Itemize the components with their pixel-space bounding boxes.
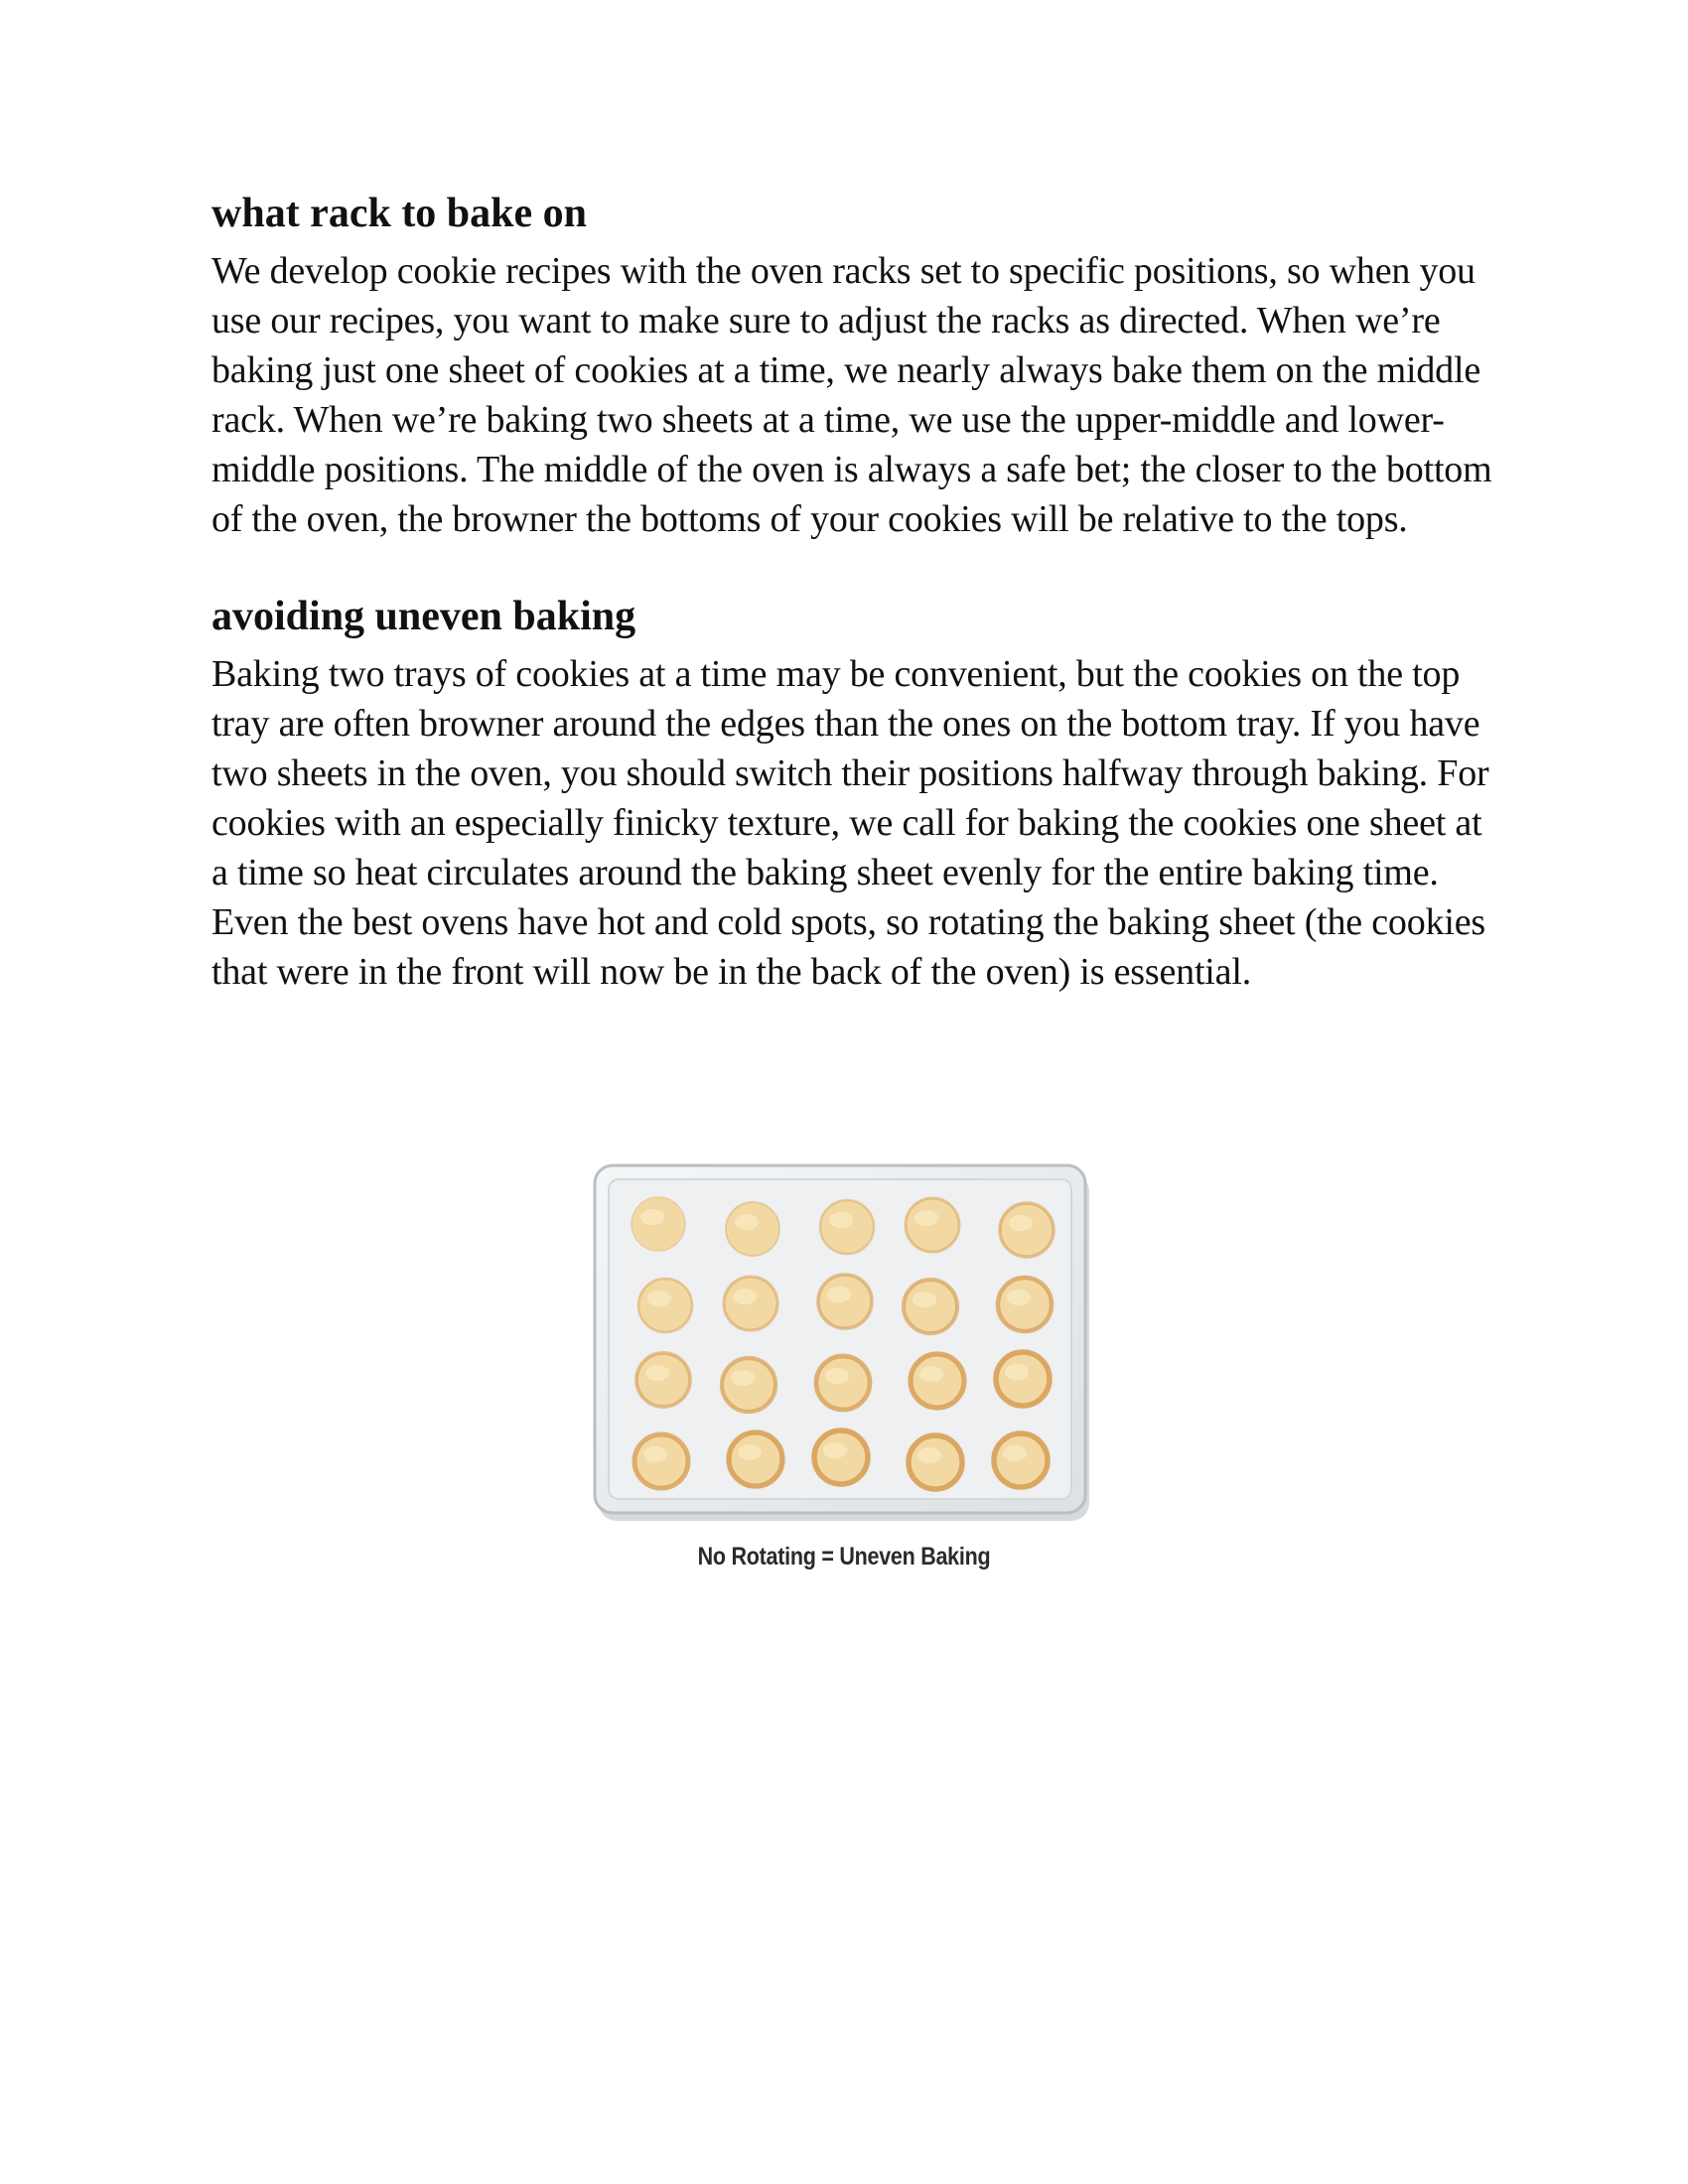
cookie-highlight bbox=[735, 1214, 759, 1230]
cookie-highlight bbox=[919, 1366, 943, 1382]
cookie-highlight bbox=[823, 1442, 847, 1458]
cookie bbox=[820, 1200, 874, 1254]
section-body: We develop cookie recipes with the oven racks set to specific positions, so when you use our recipes, you want to make sure to adjust the racks as directed. When we’re baking just one sheet of cookies at a time, we nearly always bake them on the middle rack. When we’re baking two sheets at a time, we use the upper-middle and lower-middle positions. The middle of the oven is always a safe bet; the closer to the bottom of the oven, the browner the bottoms of your cookies will be relative to the tops. bbox=[211, 250, 1492, 540]
section-uneven-baking bbox=[211, 592, 1502, 997]
cookie bbox=[632, 1197, 685, 1251]
figure-caption: No Rotating = Uneven Baking bbox=[697, 1543, 991, 1570]
cookie-highlight bbox=[913, 1292, 936, 1307]
cookie-highlight bbox=[640, 1209, 664, 1225]
cookie-highlight bbox=[647, 1291, 671, 1306]
cookie bbox=[909, 1435, 962, 1489]
cookie bbox=[904, 1280, 957, 1333]
cookie bbox=[816, 1356, 870, 1410]
section-rack-position bbox=[211, 189, 1502, 544]
cookie bbox=[724, 1277, 777, 1330]
cookie bbox=[994, 1433, 1048, 1487]
cookie bbox=[636, 1353, 690, 1407]
document-page bbox=[211, 189, 1502, 997]
cookie bbox=[911, 1354, 964, 1408]
cookie bbox=[634, 1434, 688, 1488]
cookie bbox=[638, 1279, 692, 1332]
cookie bbox=[726, 1202, 779, 1256]
cookie bbox=[729, 1433, 782, 1486]
baking-tray-image bbox=[591, 1161, 1097, 1529]
section-heading: avoiding uneven baking bbox=[211, 594, 636, 639]
cookie bbox=[998, 1278, 1052, 1331]
cookie-highlight bbox=[645, 1365, 669, 1381]
cookie-highlight bbox=[1003, 1445, 1027, 1461]
cookie bbox=[996, 1352, 1050, 1406]
section-body: Baking two trays of cookies at a time may be convenient, but the cookies on the top tray are often browner around the edges than the ones on the bottom tray. If you have two sheets in the oven, you should switch their positions halfway through baking. For cookies with an especially finicky texture, we call for baking the cookies one sheet at a time so heat circulates around the baking sheet evenly for the entire baking time. Even the best ovens have hot and cold spots, so rotating the baking sheet (the cookies that were in the front will now be in the back of the oven) is essential. bbox=[211, 653, 1489, 993]
cookie-highlight bbox=[738, 1444, 762, 1460]
cookie bbox=[814, 1431, 868, 1484]
cookie-highlight bbox=[733, 1289, 757, 1304]
cookie-highlight bbox=[643, 1446, 667, 1462]
section-heading: what rack to bake on bbox=[211, 191, 588, 236]
figure-baking-tray bbox=[591, 1161, 1097, 1571]
cookie-highlight bbox=[825, 1368, 849, 1384]
cookie-highlight bbox=[1007, 1290, 1031, 1305]
cookie-highlight bbox=[829, 1212, 853, 1228]
cookie-highlight bbox=[1005, 1364, 1029, 1380]
cookie-highlight bbox=[914, 1210, 938, 1226]
cookie-highlight bbox=[917, 1447, 941, 1463]
cookie bbox=[906, 1198, 959, 1252]
cookie bbox=[818, 1275, 872, 1328]
cookie bbox=[1000, 1203, 1054, 1257]
cookie-highlight bbox=[827, 1287, 851, 1302]
cookie bbox=[722, 1358, 775, 1412]
cookie-highlight bbox=[731, 1370, 755, 1386]
cookie-highlight bbox=[1009, 1215, 1033, 1231]
baking-tray-illustration bbox=[591, 1161, 1097, 1529]
